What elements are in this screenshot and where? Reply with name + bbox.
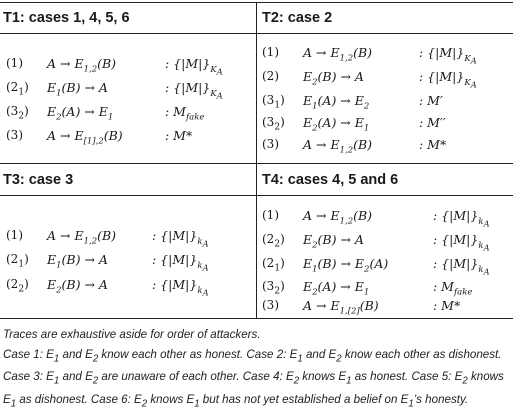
t1-row-expression: $E_2(A) \to E_1$ [47,104,114,123]
t4-title-rule [257,195,513,196]
t1-row-expression: $A \to E_{[1],2}(B)$ [47,128,123,147]
t4-row-expression: $A \to E_{1,2}(B)$ [303,208,373,227]
t2-row-message: : $\{|M|\}_{K_A}$ [419,69,477,91]
t1-row-expression: $E_1(B) \to A$ [47,80,108,99]
t1-row-expression: $A \to E_{1,2}(B)$ [47,56,117,75]
t2-row-number: (1) [262,45,279,59]
t4-row-number: (3) [262,298,279,312]
t2-row-number: (2) [262,69,279,83]
t4-row-number: $(2_2)$ [262,232,285,250]
t3-title: T3: case 3 [3,172,74,188]
t2-row-message: : M′ [419,93,443,108]
t3-row-number: (1) [6,228,23,242]
t2-title-rule [257,33,513,34]
t3-row-message: : $\{|M|\}_{k_A}$ [152,228,209,250]
t1-row-message: : $M_{fake}$ [165,104,205,123]
t4-title: T4: cases 4, 5 and 6 [262,172,399,188]
t4-row-message: : $M_{fake}$ [433,279,473,298]
t4-row-expression: $A \to E_{1,[2]}(B)$ [303,298,379,317]
t2-row-message: : $\{|M|\}_{K_A}$ [419,45,477,67]
t3-row-number: $(2_1)$ [6,252,29,270]
t2-row-number: $(3_2)$ [262,115,285,133]
t1-row-number: $(3_2)$ [6,104,29,122]
t4-row-message: : $\{|M|\}_{k_A}$ [433,232,490,254]
t1-row-number: (1) [6,56,23,70]
t3-row-message: : $\{|M|\}_{k_A}$ [152,277,209,299]
t1-row-number: (3) [6,128,23,142]
t4-row-expression: $E_1(B) \to E_2(A)$ [303,256,389,275]
t2-row-expression: $E_2(A) \to E_1$ [303,115,370,134]
t4-row-number: $(2_1)$ [262,256,285,274]
t1-row-message: : $\{|M|\}_{K_A}$ [165,56,223,78]
panel-divider [256,2,257,318]
t3-title-rule [0,195,256,196]
t4-row-message: : $\{|M|\}_{k_A}$ [433,208,490,230]
t4-row-number: (1) [262,208,279,222]
t4-row-expression: $E_2(A) \to E_1$ [303,279,370,298]
footnote-cases: Case 1: $E_1$ and $E_2$ know each other as honest. Case 2: $E_1$ and $E_2$ know each other as dishonest. Case 3: $E_1$ and $E_2$ are unaware of each other. Case 4: $E_2$ knows $E_1$ as honest. Case 5: $E_2$ knows $E_1$ as dishonest. Case 6: $E_2$ knows $E_1$ but has not yet established a belief on $E_1’s$ honesty. [3,348,504,409]
t2-row-number: (3) [262,137,279,151]
t4-row-expression: $E_2(B) \to A$ [303,232,364,251]
t4-row-message: : M* [433,298,461,313]
t1-row-message: : $\{|M|\}_{K_A}$ [165,80,223,102]
t2-row-message: : M′′ [419,115,446,130]
t1-title: T1: cases 1, 4, 5, 6 [3,10,130,26]
t3-row-number: $(2_2)$ [6,277,29,295]
t2-row-expression: $E_1(A) \to E_2$ [303,93,370,112]
t2-row-expression: $A \to E_{1,2}(B)$ [303,45,373,64]
t3-row-message: : $\{|M|\}_{k_A}$ [152,252,209,274]
t2-title: T2: case 2 [262,10,333,26]
t3-row-expression: $E_2(B) \to A$ [47,277,108,296]
t1-row-message: : M* [165,128,193,143]
table-bottom-rule [0,318,513,319]
t2-row-expression: $A \to E_{1,2}(B)$ [303,137,373,156]
t1-row-number: $(2_1)$ [6,80,29,98]
t2-row-number: $(3_1)$ [262,93,285,111]
t1-title-rule [0,33,256,34]
t2-row-expression: $E_2(B) \to A$ [303,69,364,88]
t3-row-expression: $E_1(B) \to A$ [47,252,108,271]
t2-row-message: : M* [419,137,447,152]
t4-row-message: : $\{|M|\}_{k_A}$ [433,256,490,278]
t4-row-number: $(3_2)$ [262,279,285,297]
t3-row-expression: $A \to E_{1,2}(B)$ [47,228,117,247]
footnote-traces: Traces are exhaustive aside for order of attackers. [3,328,261,341]
